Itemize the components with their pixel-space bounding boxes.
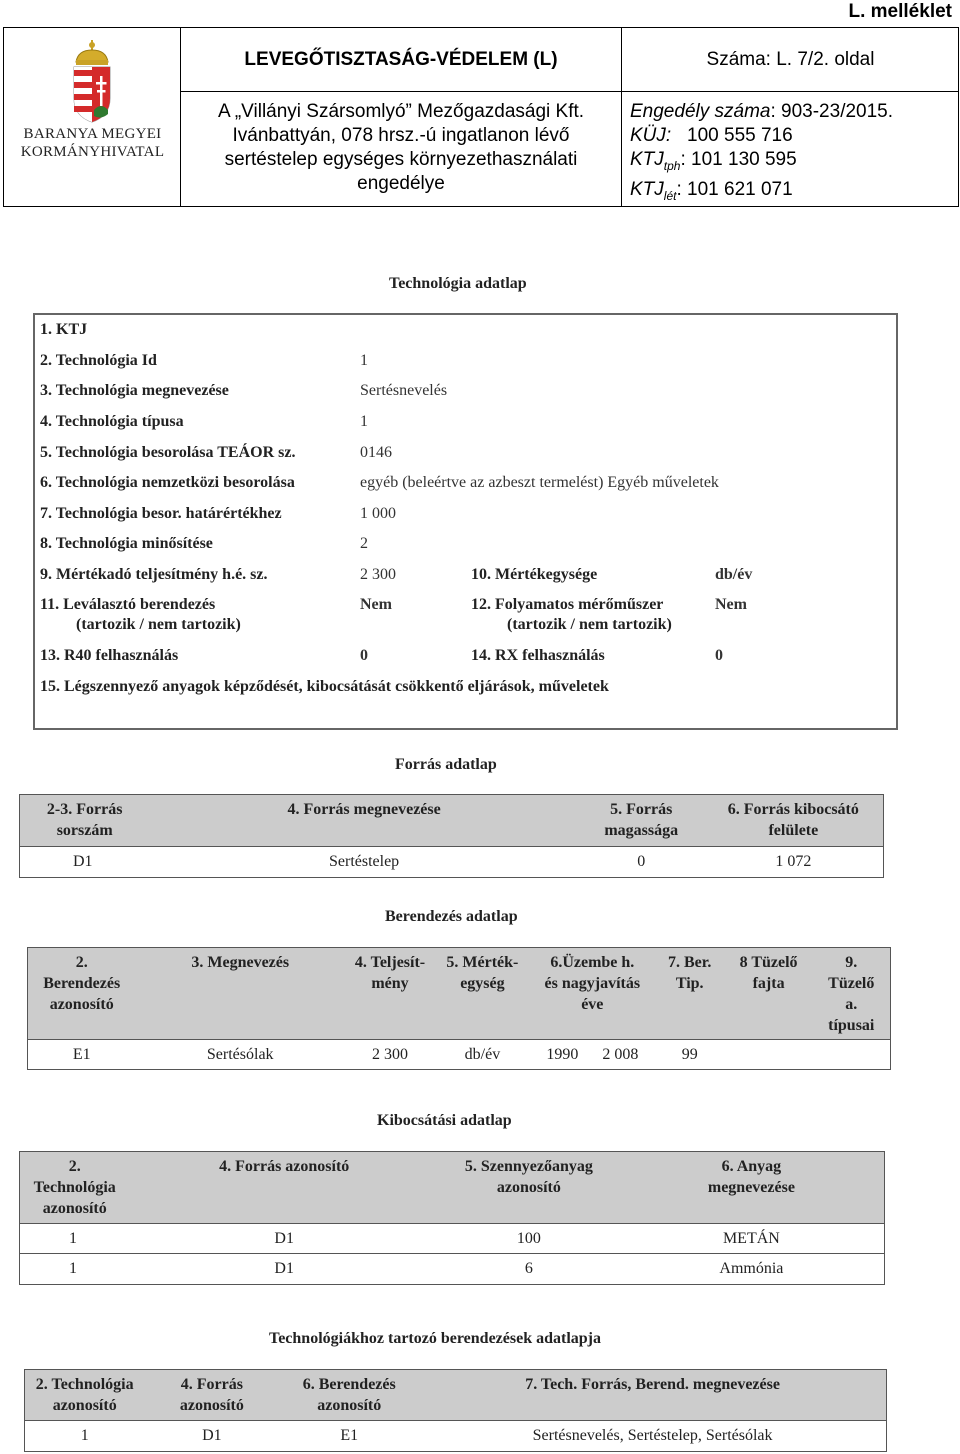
table-header-row xyxy=(20,795,884,847)
tech-field-label: 15. Légszennyező anyagok képződését, kibocsátását csökkentő eljárások, műveletek xyxy=(40,678,609,695)
table-header-cell: 8 Tüzelő fajta xyxy=(725,948,813,1040)
table-cell: METÁN xyxy=(619,1224,885,1254)
table-header-cell: 7. Tech. Forrás, Berend. megnevezése xyxy=(419,1370,886,1421)
table-header-cell: 6. Forrás kibocsátó felülete xyxy=(704,795,884,847)
tech-field-label: 5. Technológia besorolása TEÁOR sz. xyxy=(40,444,296,461)
table-cell: 100 xyxy=(439,1224,619,1254)
description-line: A „Villányi Szársomlyó” Mezőgazdasági Kft. xyxy=(217,101,585,122)
table-cell: 99 xyxy=(655,1040,725,1070)
table-cell: D1 xyxy=(20,847,150,878)
table-cell: 0 xyxy=(579,847,704,878)
table-cell: Ammónia xyxy=(619,1254,885,1285)
kuj-number xyxy=(630,124,959,148)
permit-value: : 903-23/2015. xyxy=(770,101,894,122)
table-header-cell: 6.Üzembe h. és nagyjavítás éve xyxy=(530,948,655,1040)
tech-field-label: (tartozik / nem tartozik) xyxy=(507,616,672,633)
table-cell: 1990 2 008 xyxy=(530,1040,655,1070)
ktj-tph-label: KTJ xyxy=(630,149,664,170)
description-line: sertéstelep egységes környezethasználati xyxy=(224,149,578,170)
ktj-let-number xyxy=(630,178,959,208)
equipment-sheet-title: Berendezés adatlap xyxy=(385,908,518,925)
table-cell: db/év xyxy=(435,1040,530,1070)
table-header-cell: 4. Teljesít- mény xyxy=(345,948,435,1040)
table-header-cell: 9. Tüzelő a. típusai xyxy=(813,948,891,1040)
permit-label: Engedély száma xyxy=(630,101,771,122)
table-header-cell: 5. Mérték- egység xyxy=(435,948,530,1040)
org-name-line1: BARANYA MEGYEI xyxy=(23,126,162,142)
tech-field-label: 1. KTJ xyxy=(40,321,88,338)
identifier-block xyxy=(622,92,959,206)
tech-field-value: 1 xyxy=(360,413,368,430)
table-header-row xyxy=(25,1370,887,1421)
table-cell: D1 xyxy=(129,1224,439,1254)
logo-cell xyxy=(4,28,181,206)
table-header-cell: 6. Anyag megnevezése xyxy=(619,1152,885,1224)
tech-field-label: 14. RX felhasználás xyxy=(471,647,605,664)
ktj-tph-number xyxy=(630,148,959,178)
table-cell: 1 xyxy=(25,1421,145,1452)
table-cell: 6 xyxy=(439,1254,619,1285)
tech-field-value: Nem xyxy=(360,596,392,613)
annex-label: L. melléklet xyxy=(848,1,952,22)
tech-field-label: 6. Technológia nemzetközi besorolása xyxy=(40,474,295,491)
table-cell: 1 072 xyxy=(704,847,884,878)
table-cell: 2 300 xyxy=(345,1040,435,1070)
table-header-row xyxy=(20,1152,885,1224)
tech-field-value: 2 300 xyxy=(360,566,396,583)
tech-sheet-box xyxy=(33,313,898,730)
equipment-table xyxy=(27,947,891,1070)
ktj-let-label: KTJ xyxy=(630,178,664,200)
table-header-cell: 4. Forrás azonosító xyxy=(144,1370,279,1421)
org-name-line2: KORMÁNYHIVATAL xyxy=(20,144,165,160)
table-header-cell: 7. Ber. Tip. xyxy=(655,948,725,1040)
kuj-label: KÜJ: xyxy=(630,125,672,146)
emission-sheet-title: Kibocsátási adatlap xyxy=(377,1112,512,1129)
tech-field-label: 8. Technológia minősítése xyxy=(40,535,213,552)
table-row xyxy=(25,1421,887,1452)
tech-field-label: 12. Folyamatos mérőműszer xyxy=(471,596,664,613)
ktj-let-sub: lét xyxy=(663,188,677,203)
tech-equipment-sheet-title: Technológiákhoz tartozó berendezések adatlapja xyxy=(269,1330,601,1347)
coat-of-arms-icon xyxy=(70,40,114,124)
table-row xyxy=(20,1224,885,1254)
table-header-cell: 5. Szennyezőanyag azonosító xyxy=(439,1152,619,1224)
description-line: engedélye xyxy=(357,173,445,194)
tech-sheet-title: Technológia adatlap xyxy=(389,275,527,292)
table-header-cell: 6. Berendezés azonosító xyxy=(279,1370,419,1421)
document-description xyxy=(181,92,622,206)
tech-field-label: 4. Technológia típusa xyxy=(40,413,184,430)
kuj-value: 100 555 716 xyxy=(687,125,793,146)
source-sheet-title: Forrás adatlap xyxy=(395,756,497,773)
table-cell xyxy=(813,1040,891,1070)
table-cell: E1 xyxy=(279,1421,419,1452)
tech-field-label: 13. R40 felhasználás xyxy=(40,647,179,664)
table-cell: Sertéstelep xyxy=(149,847,578,878)
table-row xyxy=(20,1254,885,1285)
source-table xyxy=(19,794,884,878)
tech-field-value: 0 xyxy=(715,647,723,664)
table-header-cell: 2. Technológia azonosító xyxy=(20,1152,130,1224)
tech-field-label: (tartozik / nem tartozik) xyxy=(76,616,241,633)
ktj-tph-value: : 101 130 595 xyxy=(680,149,797,170)
table-header-cell: 2. Berendezés azonosító xyxy=(28,948,136,1040)
permit-number xyxy=(630,100,959,124)
table-header-cell: 3. Megnevezés xyxy=(135,948,345,1040)
emission-table xyxy=(19,1151,885,1285)
table-row xyxy=(28,1040,891,1070)
table-header-row xyxy=(28,948,891,1040)
tech-field-value: egyéb (beleértve az azbeszt termelést) Egyéb műveletek xyxy=(360,474,719,491)
table-cell: D1 xyxy=(129,1254,439,1285)
ktj-let-value: : 101 621 071 xyxy=(676,178,793,200)
tech-field-value: db/év xyxy=(715,566,753,583)
document-title: LEVEGŐTISZTASÁG-VÉDELEM (L) xyxy=(181,28,622,92)
table-cell: 1 xyxy=(20,1254,130,1285)
tech-field-value: 0 xyxy=(360,647,368,664)
description-line: Ivánbattyán, 078 hrsz.-ú ingatlanon lévő xyxy=(232,125,570,146)
table-header-cell: 4. Forrás azonosító xyxy=(129,1152,439,1224)
table-cell: E1 xyxy=(28,1040,136,1070)
tech-field-label: 7. Technológia besor. határértékhez xyxy=(40,505,282,522)
tech-field-value: Sertésnevelés xyxy=(360,382,448,399)
ktj-tph-sub: tph xyxy=(663,158,681,173)
tech-field-label: 9. Mértékadó teljesítmény h.é. sz. xyxy=(40,566,268,583)
table-header-cell: 4. Forrás megnevezése xyxy=(149,795,578,847)
table-cell: Sertésnevelés, Sertéstelep, Sertésólak xyxy=(419,1421,886,1452)
tech-field-value: 2 xyxy=(360,535,368,552)
table-header-cell: 5. Forrás magassága xyxy=(579,795,704,847)
table-cell: 1 xyxy=(20,1224,130,1254)
table-cell: D1 xyxy=(144,1421,279,1452)
tech-field-label: 11. Leválasztó berendezés xyxy=(40,596,216,613)
tech-equipment-table xyxy=(24,1369,887,1452)
tech-field-label: 3. Technológia megnevezése xyxy=(40,382,229,399)
tech-field-value: 1 000 xyxy=(360,505,396,522)
tech-field-label: 10. Mértékegysége xyxy=(471,566,598,583)
tech-field-value: 0146 xyxy=(360,444,392,461)
table-cell: Sertésólak xyxy=(135,1040,345,1070)
table-cell xyxy=(725,1040,813,1070)
tech-field-value: 1 xyxy=(360,352,368,369)
tech-field-value: Nem xyxy=(715,596,747,613)
table-header-cell: 2. Technológia azonosító xyxy=(25,1370,145,1421)
tech-field-label: 2. Technológia Id xyxy=(40,352,157,369)
table-header-cell: 2-3. Forrás sorszám xyxy=(20,795,150,847)
page-reference: Száma: L. 7/2. oldal xyxy=(622,28,959,92)
document-header xyxy=(3,27,959,207)
table-row xyxy=(20,847,884,878)
